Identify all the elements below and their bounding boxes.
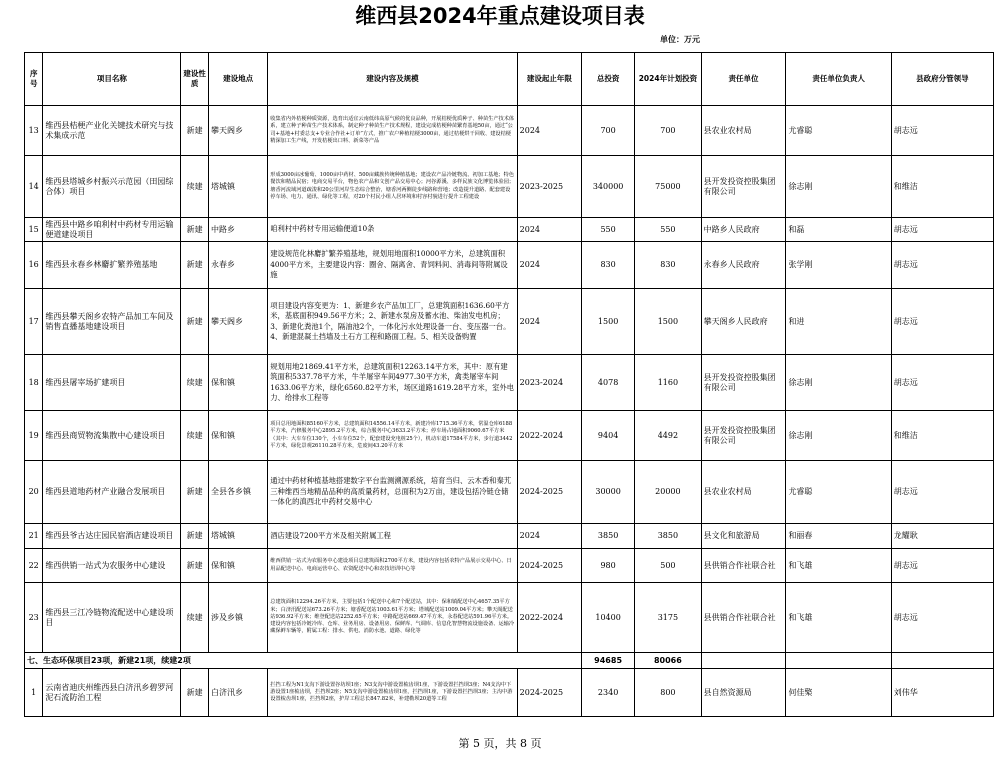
row-period: 2024 [517, 289, 581, 355]
row-content: 建设规范化林麝扩繁养殖基地，规划用地面积10000平方米，总建筑面积4000平方米，主要建设内容：圈舍、隔离舍、青饲料间、消毒间等附属设施 [268, 242, 517, 289]
row-person: 张学刚 [786, 242, 891, 289]
row-name: 维西县商贸物流集散中心建设项目 [43, 411, 181, 461]
row-location: 塔城镇 [208, 524, 267, 549]
header-name: 项目名称 [43, 53, 181, 106]
row-no: 20 [25, 461, 43, 524]
row-nature: 续建 [181, 583, 209, 653]
row-leader: 和维洁 [891, 156, 993, 218]
row-content: 酒店建设7200平方米及相关附属工程 [268, 524, 517, 549]
row-name: 维西县永春乡林麝扩繁养殖基地 [43, 242, 181, 289]
row-location: 塔城镇 [208, 156, 267, 218]
row-total: 1500 [582, 289, 635, 355]
row-nature: 新建 [181, 242, 209, 289]
table-row [25, 583, 994, 653]
header-no: 序号 [25, 53, 43, 106]
row-person: 和飞雄 [786, 549, 891, 583]
row-resp-unit: 县供销合作社联合社 [701, 549, 786, 583]
table-row [25, 669, 994, 717]
row-person: 徐志刚 [786, 156, 891, 218]
row-no: 18 [25, 355, 43, 411]
table-row [25, 242, 994, 289]
row-nature: 续建 [181, 355, 209, 411]
row-resp-unit: 县开发投资控股集团有限公司 [701, 355, 786, 411]
row-no: 19 [25, 411, 43, 461]
row-resp-unit: 县自然资源局 [701, 669, 786, 717]
table-row [25, 289, 994, 355]
row-location: 保和镇 [208, 411, 267, 461]
row-name: 维西县攀天阁乡农特产品加工车间及销售直播基地建设项目 [43, 289, 181, 355]
row-period: 2022-2024 [517, 411, 581, 461]
row-content: 通过中药材种植基地搭建数字平台监测溯源系统，培育当归、云木香和秦艽三种维西当地精品品种的高质量药材，总面积为2万亩，建设包括冷链仓储一体化的滇西北中药材交易中心 [268, 461, 517, 524]
row-total: 3850 [582, 524, 635, 549]
row-nature: 续建 [181, 156, 209, 218]
row-leader: 刘伟华 [891, 669, 993, 717]
row-content: 拦挡工程为N1支沟下游设置谷坊坝1座；N3支沟中游设置梳齿坝1座，下游设置拦挡坝3座；N4支沟中下游设置1座梳齿坝，拦挡坝2座；N5支沟中游设置梳齿坝1座，拦挡坝1座，下游设置拦挡坝3座；主沟中游设置梳齿坝1座，拦挡坝2座，护岸工程总长847.82米，补建勒坝20道等工程 [268, 669, 517, 717]
row-plan: 20000 [635, 461, 701, 524]
row-plan: 550 [635, 218, 701, 242]
header-nature: 建设性质 [181, 53, 209, 106]
row-period: 2024-2025 [517, 461, 581, 524]
row-no: 17 [25, 289, 43, 355]
row-resp-unit: 县开发投资控股集团有限公司 [701, 411, 786, 461]
row-total: 980 [582, 549, 635, 583]
row-location: 保和镇 [208, 549, 267, 583]
row-person: 和丽春 [786, 524, 891, 549]
header-total: 总投资 [582, 53, 635, 106]
row-content: 收集省内外桔梗种质资源，选育出适宜云南低纬高原气候的优良品种，开展桔梗优质种子、种苗生产技术体系，建立种子种苗生产技术体系，制定种子种苗生产技术规程，建设完成桔梗种苗繁育基地50亩，通过“公司+基地+村委总支+专业合作社+订单”方式，推广农户种植桔梗3000亩，通过桔梗烘干回收、建设桔梗精深加工生产线，开发桔梗出口料、新菜等产品 [268, 106, 517, 156]
row-resp-unit: 县农业农村局 [701, 461, 786, 524]
row-nature: 新建 [181, 549, 209, 583]
row-name: 维西县塔城乡村振兴示范园（田园综合体）项目 [43, 156, 181, 218]
row-nature: 新建 [181, 669, 209, 717]
row-plan: 75000 [635, 156, 701, 218]
row-leader: 胡志远 [891, 355, 993, 411]
table-row [25, 218, 994, 242]
row-leader: 胡志远 [891, 289, 993, 355]
row-total: 10400 [582, 583, 635, 653]
page-title: 维西县2024年重点建设项目表 [355, 4, 645, 28]
table-row [25, 355, 994, 411]
row-resp-unit: 攀天阁乡人民政府 [701, 289, 786, 355]
row-name: 维西县屠宰场扩建项目 [43, 355, 181, 411]
row-location: 全县各乡镇 [208, 461, 267, 524]
row-person: 和磊 [786, 218, 891, 242]
row-total: 30000 [582, 461, 635, 524]
row-name: 维西县桔梗产业化关键技术研究与技术集成示范 [43, 106, 181, 156]
row-no: 23 [25, 583, 43, 653]
table-row [25, 156, 994, 218]
row-no: 15 [25, 218, 43, 242]
row-period: 2023-2025 [517, 156, 581, 218]
row-plan: 1500 [635, 289, 701, 355]
row-nature: 新建 [181, 218, 209, 242]
row-total: 340000 [582, 156, 635, 218]
section-empty [891, 653, 993, 669]
row-nature: 新建 [181, 524, 209, 549]
section-row [25, 653, 994, 669]
table-row [25, 106, 994, 156]
row-leader: 胡志远 [891, 461, 993, 524]
row-content: 项目总用地面积85160平方米，总建筑面积14556.14平方米，新建冷库1715.36平方米，常温仓库6188平方米，汽修服务中心2895.2平方米，综合服务中心3633.2平方米；停车场占地面积9060.67平方米（其中：大车车位130个，小车车位52个，配套建设充电桩25个），机动车道17584平方米，步行道3442平方米，绿化景观26110.28平方米，危废间43.20平方米 [268, 411, 517, 461]
row-no: 14 [25, 156, 43, 218]
table-row [25, 461, 994, 524]
row-nature: 新建 [181, 461, 209, 524]
row-plan: 800 [635, 669, 701, 717]
page-footer: 第 5 页，共 8 页 [458, 737, 542, 750]
row-content: 形成3000亩冰葡萄、1000亩中药材、500亩藏族传统种植基地；建设农产品冷链物流、初加工基地；特色餐饮和精品民宿；电商交易平台，物色农产品和文创产品交易中心；河谷源溪、多样民族文化博览体验园；塘香河流域河道疏浚和20公里河岸生态综合整治，塘香河两侧徒步线路和营地；改造提升道路、配套建设停车场、电力、通讯、绿化等工程，对20个村民小组人居环境和村容村貌进行提升工程建设 [268, 156, 517, 218]
row-plan: 700 [635, 106, 701, 156]
row-name: 维西县道地药材产业融合发展项目 [43, 461, 181, 524]
row-no: 22 [25, 549, 43, 583]
row-resp-unit: 永春乡人民政府 [701, 242, 786, 289]
row-leader: 和维洁 [891, 411, 993, 461]
row-name: 维西县中路乡咱利村中药材专用运输便道建设项目 [43, 218, 181, 242]
header-period: 建设起止年限 [517, 53, 581, 106]
row-content: 咱利村中药材专用运输便道10条 [268, 218, 517, 242]
table-row [25, 549, 994, 583]
row-nature: 新建 [181, 289, 209, 355]
section-empty [786, 653, 891, 669]
row-no: 16 [25, 242, 43, 289]
row-no: 13 [25, 106, 43, 156]
row-period: 2024-2025 [517, 549, 581, 583]
row-person: 和进 [786, 289, 891, 355]
row-content: 项目建设内容变更为：1、新建乡农产品加工厂，总建筑面积1636.60平方米，基底面积949.56平方米；2、新建水泵房及蓄水池、柴油发电机房；3、新建化粪池1个，隔油池2个，一体化污水处理设备一台、变压器一台。4、新建混凝土挡墙及土石方工程和路面工程。5、相关设备购置 [268, 289, 517, 355]
row-resp-unit: 县供销合作社联合社 [701, 583, 786, 653]
section-total: 94685 [582, 653, 635, 669]
section-empty [701, 653, 786, 669]
row-name: 云南省迪庆州维西县白济汛乡碧罗河泥石流防治工程 [43, 669, 181, 717]
row-total: 830 [582, 242, 635, 289]
row-total: 4078 [582, 355, 635, 411]
header-plan: 2024年计划投资 [635, 53, 701, 106]
row-period: 2024 [517, 242, 581, 289]
row-person: 尤睿聪 [786, 461, 891, 524]
row-location: 白济汛乡 [208, 669, 267, 717]
row-period: 2024 [517, 524, 581, 549]
row-resp-unit: 中路乡人民政府 [701, 218, 786, 242]
row-resp-unit: 县开发投资控股集团有限公司 [701, 156, 786, 218]
row-location: 保和镇 [208, 355, 267, 411]
row-leader: 胡志远 [891, 549, 993, 583]
row-leader: 胡志远 [891, 106, 993, 156]
row-name: 维西供销一站式为农服务中心建设 [43, 549, 181, 583]
row-person: 和飞雄 [786, 583, 891, 653]
row-plan: 4492 [635, 411, 701, 461]
row-plan: 3175 [635, 583, 701, 653]
row-plan: 500 [635, 549, 701, 583]
row-name: 维西县爷古达庄园民宿酒店建设项目 [43, 524, 181, 549]
row-person: 尤睿聪 [786, 106, 891, 156]
row-period: 2024 [517, 106, 581, 156]
unit-label: 单位：万元 [660, 35, 700, 44]
row-total: 700 [582, 106, 635, 156]
row-nature: 续建 [181, 411, 209, 461]
row-period: 2024 [517, 218, 581, 242]
row-content: 总建筑面积12294.26平方米，主要包括1个配送中心和7个配送站，其中：保和镇配送中心4657.35平方米；白济汛配送站673.26平方米；塘香配送站1003.61平方米；塔城配送站1009.04平方米；攀天阁配送站936.92平方米；维登配送站2252.65平方米；中路配送站669.47平方米，永春配送站591.96平方米。建设内容包括冷链冷库、仓库、业务用房、设备用房、保鲜库、气调库、信息化智慧物流设施设备、运输冷藏保鲜车辆等，附属工程：排水、供电、消防水池、道路、绿化等 [268, 583, 517, 653]
row-leader: 龙耀耿 [891, 524, 993, 549]
row-total: 2340 [582, 669, 635, 717]
row-plan: 3850 [635, 524, 701, 549]
row-location: 攀天阁乡 [208, 106, 267, 156]
row-location: 涉及乡镇 [208, 583, 267, 653]
row-period: 2024-2025 [517, 669, 581, 717]
section-plan: 80066 [635, 653, 701, 669]
row-person: 何佳檠 [786, 669, 891, 717]
row-leader: 胡志远 [891, 242, 993, 289]
row-location: 永春乡 [208, 242, 267, 289]
row-leader: 胡志远 [891, 583, 993, 653]
header-unit: 责任单位 [701, 53, 786, 106]
row-name: 维西县三江冷链物流配送中心建设项目 [43, 583, 181, 653]
table-row [25, 411, 994, 461]
row-person: 徐志刚 [786, 355, 891, 411]
row-total: 9404 [582, 411, 635, 461]
row-period: 2023-2024 [517, 355, 581, 411]
row-no: 21 [25, 524, 43, 549]
row-content: 维西供销一站式为农服务中心建设项目总建筑面积2700平方米，建设内容包括农特产品展示交易中心、日用品配送中心、电商运营中心、农资配送中心和农技培训中心等 [268, 549, 517, 583]
row-total: 550 [582, 218, 635, 242]
header-content: 建设内容及规模 [268, 53, 517, 106]
row-location: 攀天阁乡 [208, 289, 267, 355]
header-leader: 县政府分管领导 [891, 53, 993, 106]
project-table [24, 52, 994, 717]
table-header-row [25, 53, 994, 106]
header-person: 责任单位负责人 [786, 53, 891, 106]
row-content: 规划用地21869.41平方米，总建筑面积12263.14平方米，其中：原有建筑面积5337.78平方米，牛羊屠宰车间4977.30平方米，禽类屠宰车间1633.06平方米，绿化6560.82平方米，场区道路1619.28平方米，室外电力、给排水工程等 [268, 355, 517, 411]
row-leader: 胡志远 [891, 218, 993, 242]
row-plan: 830 [635, 242, 701, 289]
row-person: 徐志刚 [786, 411, 891, 461]
row-period: 2022-2024 [517, 583, 581, 653]
row-nature: 新建 [181, 106, 209, 156]
header-location: 建设地点 [208, 53, 267, 106]
row-location: 中路乡 [208, 218, 267, 242]
row-resp-unit: 县文化和旅游局 [701, 524, 786, 549]
row-plan: 1160 [635, 355, 701, 411]
row-resp-unit: 县农业农村局 [701, 106, 786, 156]
section-label: 七、生态环保项目23项，新建21项，续建2项 [25, 653, 582, 669]
table-row [25, 524, 994, 549]
row-no: 1 [25, 669, 43, 717]
